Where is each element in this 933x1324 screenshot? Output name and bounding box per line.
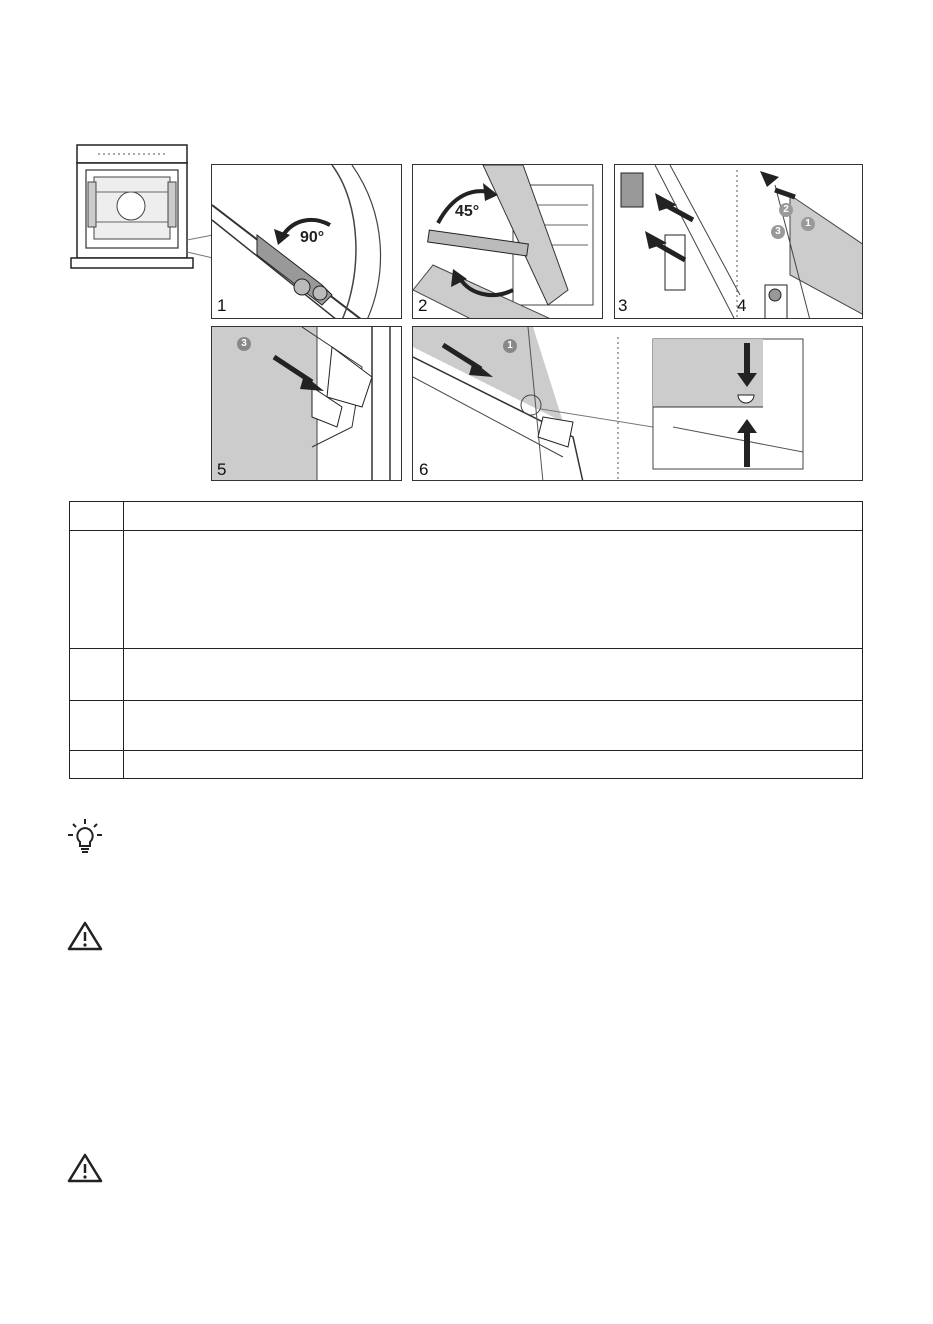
table-row: [70, 649, 863, 701]
panel-number-6: 6: [419, 460, 429, 479]
step-text-cell: [124, 531, 863, 649]
table-row: [70, 751, 863, 779]
step-number-cell: [70, 701, 124, 751]
step-text-cell: [124, 701, 863, 751]
step-badge: 2: [779, 203, 793, 217]
figure-panel-1: [211, 164, 402, 319]
step-badge: 3: [237, 337, 251, 351]
step-number-cell: [70, 531, 124, 649]
step-text-cell: [124, 751, 863, 779]
step-text-cell: [124, 502, 863, 531]
table-row: [70, 531, 863, 649]
warning-triangle-icon: [67, 920, 103, 952]
figure-panel-2: [412, 164, 603, 319]
step-badge: 1: [801, 217, 815, 231]
warning-triangle-icon: [67, 1152, 103, 1184]
step-number-cell: [70, 751, 124, 779]
panel-number-2: 2: [418, 296, 428, 315]
step-number-cell: [70, 649, 124, 701]
oven-overview-illustration: [68, 140, 218, 280]
step-badge: 3: [771, 225, 785, 239]
table-row: [70, 502, 863, 531]
step-text-cell: [124, 649, 863, 701]
figure-panel-3-4: [614, 164, 863, 319]
panel-number-1: 1: [217, 296, 227, 315]
figure-panel-5: [211, 326, 402, 481]
step-badge: 1: [503, 339, 517, 353]
step-number-cell: [70, 502, 124, 531]
panel-number-3: 3: [618, 296, 628, 315]
lightbulb-icon: [67, 818, 103, 856]
panel-number-4: 4: [737, 296, 747, 315]
steps-table: [69, 501, 863, 779]
figure-panel-6: [412, 326, 863, 481]
table-row: [70, 701, 863, 751]
angle-label-90: 90°: [300, 229, 325, 246]
angle-label-45: 45°: [455, 203, 480, 220]
panel-number-5: 5: [217, 460, 227, 479]
